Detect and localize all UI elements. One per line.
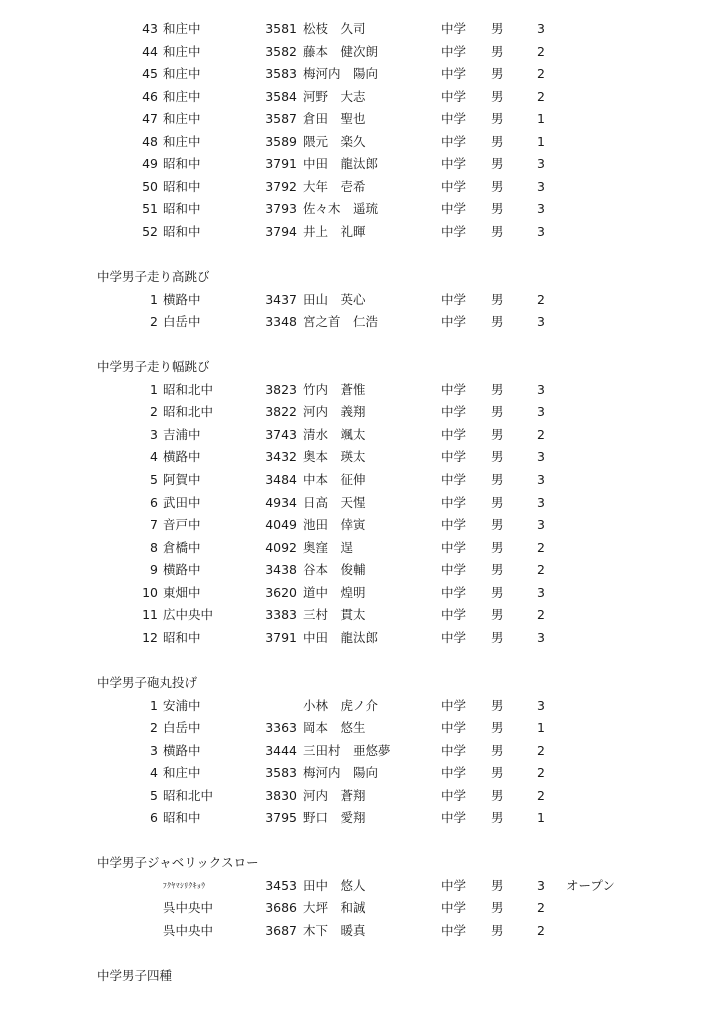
cell-sex: 男 [491,810,504,826]
cell-name: 梅河内 陽向 [303,765,379,781]
cell-level: 中学 [441,562,467,578]
cell-note: オープン [566,877,615,893]
cell-grade: 1 [537,111,545,127]
cell-level: 中学 [441,877,467,893]
cell-sex: 男 [491,111,504,127]
cell-id: 3830 [265,787,297,803]
cell-level: 中学 [441,88,467,104]
entry-row [0,807,724,829]
cell-grade: 3 [537,449,545,465]
cell-level: 中学 [441,223,467,239]
cell-grade: 3 [537,629,545,645]
cell-sex: 男 [491,494,504,510]
cell-name: 倉田 聖也 [303,111,366,127]
cell-sex: 男 [491,562,504,578]
cell-sex: 男 [491,900,504,916]
cell-id: 3587 [265,111,297,127]
cell-sex: 男 [491,156,504,172]
cell-name: 佐々木 遥琉 [303,201,379,217]
cell-grade: 3 [537,697,545,713]
cell-id: 3822 [265,404,297,420]
cell-school: 和庄中 [163,88,201,104]
entry-row [0,221,724,243]
cell-name: 藤本 健次朗 [303,43,379,59]
entry-row [0,424,724,446]
cell-level: 中学 [441,787,467,803]
entry-row [0,469,724,491]
cell-name: 井上 礼暉 [303,223,366,239]
cell-no: 6 [150,494,158,510]
entry-row [0,785,724,807]
cell-sex: 男 [491,787,504,803]
cell-name: 池田 倖寅 [303,517,366,533]
cell-grade: 2 [537,765,545,781]
cell-level: 中学 [441,111,467,127]
cell-grade: 2 [537,900,545,916]
cell-level: 中学 [441,539,467,555]
cell-school: 広中央中 [163,607,214,623]
cell-grade: 3 [537,517,545,533]
entry-row [0,86,724,108]
cell-school: 和庄中 [163,43,201,59]
section-heading: 中学男子ジャベリックスロー [97,855,259,871]
cell-school: 昭和中 [163,810,201,826]
section-heading: 中学男子走り高跳び [97,269,210,285]
cell-school: 呉中央中 [163,923,214,938]
cell-name: 田山 英心 [303,291,366,307]
cell-level: 中学 [441,494,467,510]
cell-level: 中学 [441,156,467,172]
cell-no: 1 [150,381,158,397]
cell-name: 中田 龍汰郎 [303,156,379,172]
entry-row [0,875,724,897]
cell-sex: 男 [491,21,504,36]
entry-row [0,379,724,401]
cell-no: 11 [142,607,158,623]
entry-row [0,604,724,626]
cell-sex: 男 [491,765,504,781]
cell-id: 3348 [265,314,297,330]
cell-school: 昭和中 [163,223,201,239]
cell-level: 中学 [441,472,467,487]
cell-level: 中学 [441,584,467,600]
cell-no: 6 [150,810,158,826]
cell-school: 和庄中 [163,133,201,149]
cell-no: 46 [142,88,158,104]
cell-no: 3 [150,426,158,442]
cell-no: 5 [150,787,158,803]
cell-sex: 男 [491,201,504,217]
cell-name: 谷本 俊輔 [303,562,366,578]
cell-name: 小林 虎ノ介 [303,697,379,713]
cell-sex: 男 [491,133,504,149]
cell-name: 木下 暖真 [303,923,366,938]
cell-grade: 2 [537,426,545,442]
entry-row [0,153,724,175]
entry-row [0,401,724,423]
cell-grade: 3 [537,877,545,893]
entry-row [0,559,724,581]
cell-school: 呉中央中 [163,900,214,916]
cell-level: 中学 [441,517,467,533]
cell-level: 中学 [441,742,467,758]
cell-sex: 男 [491,404,504,420]
cell-sex: 男 [491,923,504,938]
cell-no: 2 [150,720,158,736]
entry-row [0,762,724,784]
cell-no: 48 [142,133,158,149]
cell-level: 中学 [441,629,467,645]
cell-id: 3792 [265,178,297,194]
cell-school: 昭和北中 [163,404,214,420]
cell-sex: 男 [491,223,504,239]
cell-level: 中学 [441,810,467,826]
cell-id: 3453 [265,877,297,893]
cell-sex: 男 [491,517,504,533]
cell-name: 中本 征伸 [303,472,366,487]
entry-row [0,446,724,468]
cell-grade: 1 [537,133,545,149]
cell-id: 3363 [265,720,297,736]
entry-row [0,41,724,63]
entry-row [0,717,724,739]
cell-name: 道中 煌明 [303,584,366,600]
cell-level: 中学 [441,449,467,465]
entry-row [0,514,724,536]
cell-id: 3794 [265,223,297,239]
cell-id: 3686 [265,900,297,916]
entry-row [0,63,724,85]
cell-grade: 3 [537,314,545,330]
cell-school: 昭和北中 [163,787,214,803]
cell-sex: 男 [491,697,504,713]
cell-grade: 3 [537,494,545,510]
cell-name: 奥本 瑛太 [303,449,366,465]
cell-grade: 1 [537,810,545,826]
cell-no: 1 [150,291,158,307]
entry-row [0,18,724,40]
cell-level: 中学 [441,201,467,217]
entry-row [0,740,724,762]
cell-level: 中学 [441,404,467,420]
cell-name: 中田 龍汰郎 [303,629,379,645]
cell-no: 9 [150,562,158,578]
cell-id: 4934 [265,494,297,510]
cell-school: 白岳中 [163,720,201,736]
cell-id: 3584 [265,88,297,104]
cell-school: 安浦中 [163,697,201,713]
cell-sex: 男 [491,607,504,623]
cell-no: 12 [142,629,158,645]
cell-no: 51 [142,201,158,217]
cell-no: 52 [142,223,158,239]
cell-school: 阿賀中 [163,472,201,487]
cell-school: 音戸中 [163,517,201,533]
cell-grade: 3 [537,156,545,172]
cell-level: 中学 [441,923,467,938]
cell-sex: 男 [491,742,504,758]
cell-name: 松枝 久司 [303,21,366,36]
cell-no: 4 [150,449,158,465]
cell-sex: 男 [491,472,504,487]
cell-no: 10 [142,584,158,600]
cell-school: 昭和北中 [163,381,214,397]
cell-name: 大坪 和誠 [303,900,366,916]
cell-name: 河野 大志 [303,88,366,104]
cell-sex: 男 [491,877,504,893]
cell-name: 三村 貫太 [303,607,366,623]
cell-level: 中学 [441,66,467,82]
cell-no: 45 [142,66,158,82]
cell-school: 吉浦中 [163,426,201,442]
cell-id: 4049 [265,517,297,533]
entry-row [0,289,724,311]
cell-name: 隈元 楽久 [303,133,366,149]
cell-name: 野口 愛翔 [303,810,366,826]
cell-name: 清水 颯太 [303,426,366,442]
cell-grade: 3 [537,472,545,487]
cell-grade: 2 [537,88,545,104]
cell-level: 中学 [441,720,467,736]
cell-school: 昭和中 [163,178,201,194]
cell-name: 宮之首 仁浩 [303,314,379,330]
cell-level: 中学 [441,314,467,330]
cell-name: 大年 壱希 [303,178,366,194]
cell-grade: 2 [537,923,545,938]
cell-sex: 男 [491,426,504,442]
cell-grade: 2 [537,539,545,555]
cell-level: 中学 [441,381,467,397]
cell-school: 昭和中 [163,156,201,172]
cell-level: 中学 [441,178,467,194]
cell-sex: 男 [491,381,504,397]
cell-sex: 男 [491,314,504,330]
cell-school: 和庄中 [163,66,201,82]
cell-id: 3484 [265,472,297,487]
cell-school: 東畑中 [163,584,201,600]
cell-school: 横路中 [163,449,201,465]
cell-id: 3583 [265,765,297,781]
cell-no: 47 [142,111,158,127]
entry-row [0,537,724,559]
cell-no: 5 [150,472,158,487]
cell-id: 3437 [265,291,297,307]
cell-grade: 2 [537,607,545,623]
cell-level: 中学 [441,291,467,307]
cell-level: 中学 [441,607,467,623]
cell-sex: 男 [491,66,504,82]
entry-row [0,627,724,649]
cell-grade: 2 [537,562,545,578]
cell-name: 日高 天惺 [303,494,366,510]
cell-grade: 3 [537,21,545,36]
cell-grade: 2 [537,787,545,803]
cell-no: 8 [150,539,158,555]
cell-id: 3687 [265,923,297,938]
cell-id: 3582 [265,43,297,59]
cell-grade: 3 [537,584,545,600]
entry-row [0,897,724,919]
cell-level: 中学 [441,133,467,149]
cell-school: 和庄中 [163,111,201,127]
cell-name: 奥窪 逞 [303,539,354,555]
cell-sex: 男 [491,539,504,555]
cell-grade: 3 [537,223,545,239]
section-heading: 中学男子走り幅跳び [97,359,210,375]
cell-school: 和庄中 [163,765,201,781]
cell-id: 3620 [265,584,297,600]
cell-name: 竹内 蒼惟 [303,381,366,397]
cell-name: 三田村 亜悠夢 [303,742,391,758]
cell-id: 3444 [265,742,297,758]
cell-grade: 3 [537,404,545,420]
cell-level: 中学 [441,900,467,916]
cell-id: 3793 [265,201,297,217]
cell-sex: 男 [491,449,504,465]
section-heading: 中学男子砲丸投げ [97,674,198,690]
cell-name: 河内 蒼翔 [303,787,366,803]
cell-grade: 3 [537,381,545,397]
cell-id: 3383 [265,607,297,623]
cell-no: 50 [142,178,158,194]
entry-row [0,920,724,942]
entry-row [0,198,724,220]
cell-id: 3589 [265,133,297,149]
cell-school: 倉橋中 [163,539,201,555]
cell-sex: 男 [491,43,504,59]
cell-school: 昭和中 [163,629,201,645]
cell-level: 中学 [441,21,467,36]
cell-school: 白岳中 [163,314,201,330]
cell-id: 3581 [265,21,297,36]
cell-no: 1 [150,697,158,713]
cell-level: 中学 [441,43,467,59]
cell-sex: 男 [491,629,504,645]
entry-row [0,108,724,130]
cell-level: 中学 [441,697,467,713]
entry-row [0,311,724,333]
entry-row [0,695,724,717]
cell-grade: 2 [537,66,545,82]
cell-no: 43 [142,21,158,36]
cell-id: 3823 [265,381,297,397]
cell-school: 和庄中 [163,21,201,36]
cell-no: 2 [150,314,158,330]
cell-no: 4 [150,765,158,781]
cell-id: 3432 [265,449,297,465]
cell-name: 田中 悠人 [303,877,366,893]
entry-row [0,582,724,604]
cell-sex: 男 [491,178,504,194]
cell-id: 4092 [265,539,297,555]
entry-row [0,176,724,198]
cell-grade: 2 [537,291,545,307]
cell-sex: 男 [491,291,504,307]
cell-sex: 男 [491,720,504,736]
cell-id: 3795 [265,810,297,826]
cell-no: 3 [150,742,158,758]
cell-school: 横路中 [163,742,201,758]
cell-no: 44 [142,43,158,59]
entry-row [0,131,724,153]
cell-school: 武田中 [163,494,201,510]
cell-grade: 1 [537,720,545,736]
cell-name: 河内 義翔 [303,404,366,420]
cell-id: 3743 [265,426,297,442]
cell-name: 梅河内 陽向 [303,66,379,82]
cell-no: 49 [142,156,158,172]
cell-sex: 男 [491,88,504,104]
cell-no: 7 [150,517,158,533]
cell-school: 横路中 [163,562,201,578]
cell-level: 中学 [441,426,467,442]
cell-school: 横路中 [163,291,201,307]
section-heading: 中学男子四種 [97,968,173,984]
cell-no: 2 [150,404,158,420]
cell-school: 昭和中 [163,201,201,217]
cell-name: 岡本 悠生 [303,720,366,736]
cell-level: 中学 [441,765,467,781]
cell-grade: 3 [537,201,545,217]
cell-grade: 2 [537,43,545,59]
cell-sex: 男 [491,584,504,600]
cell-id: 3438 [265,562,297,578]
cell-id: 3583 [265,66,297,82]
cell-grade: 3 [537,178,545,194]
cell-id: 3791 [265,629,297,645]
entry-row [0,492,724,514]
cell-grade: 2 [537,742,545,758]
cell-id: 3791 [265,156,297,172]
cell-school: ﾌｸﾔﾏｼﾘｸｷｮｳ [163,880,206,890]
